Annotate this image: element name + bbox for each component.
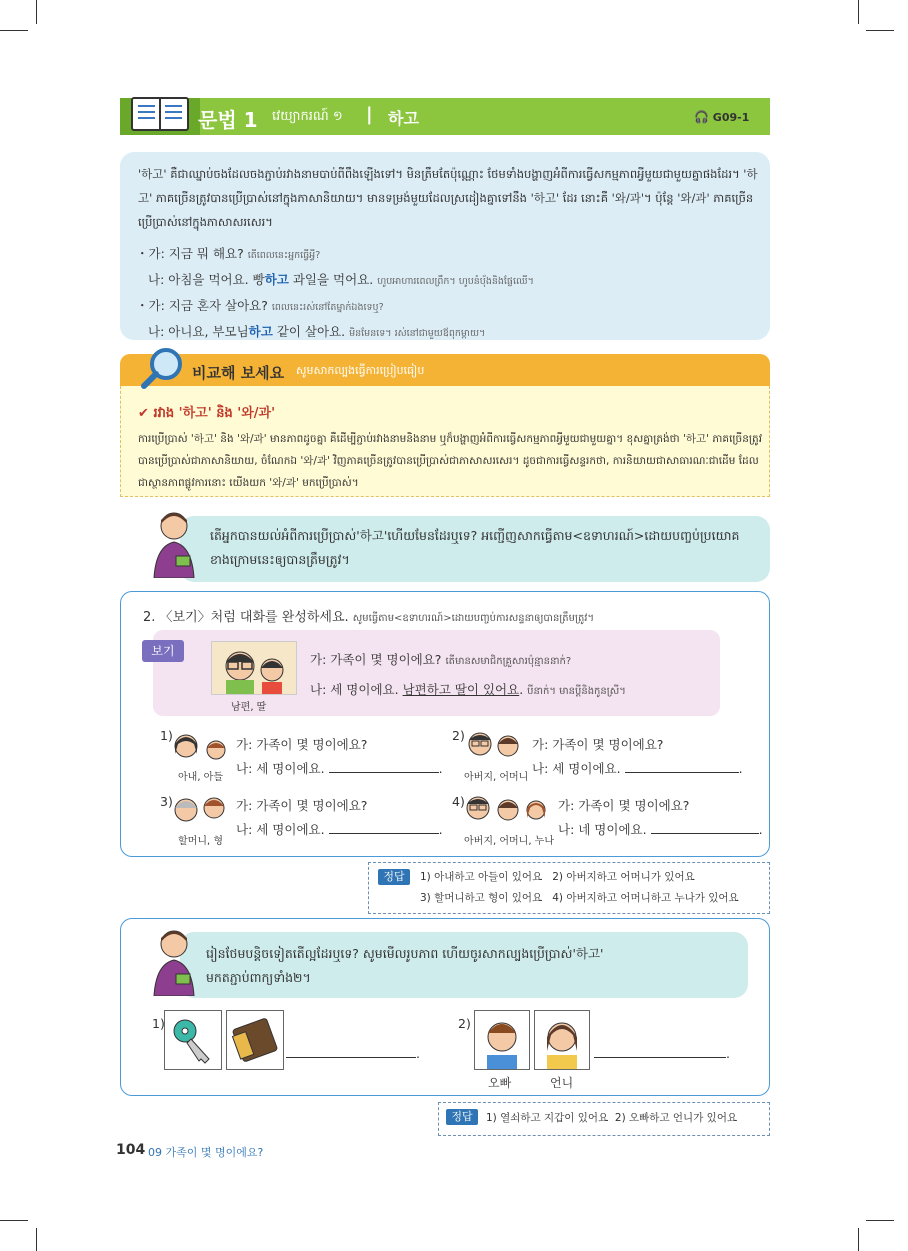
- item-answer: .: [286, 1042, 420, 1066]
- answer-key-tag: 정답: [378, 869, 410, 885]
- example-list: [136, 242, 766, 346]
- crop-mark: [0, 30, 28, 31]
- item-number: 3): [160, 794, 173, 809]
- example-tag: 보기: [142, 640, 184, 662]
- older-sister-image: [534, 1010, 590, 1070]
- husband-daughter-image: [211, 641, 297, 695]
- exercise-question: 2. 〈보기〉처럼 대화를 완성하세요. សូមធ្វើតាម<ឧទាហរណ៍>ដោយបញ្ចប់ការសន្ទនាឲ្យបានត្រឹមត្រូវ។: [143, 610, 595, 625]
- crop-mark: [36, 1228, 37, 1251]
- image-caption: 오빠: [488, 1076, 512, 1090]
- item-answer: .: [594, 1042, 730, 1066]
- grammar-keyword: 하고: [388, 109, 419, 128]
- item-number: 2): [452, 728, 465, 743]
- item-caption: 할머니, 형: [178, 836, 223, 847]
- grammar-explanation: '하고' គឺជាឈ្នាប់ចងដែលចងភ្ជាប់រវាងនាមបាប់ពីពឹងឡើងទៅ។ មិនត្រឹមតែប៉ុណ្ណោះ ថែមទាំងបង្ហាញអំពីការធ្វើសកម្មភាពអ្វីមួយជាមួយគ្នាផងដែរ។ '하고' ភាគច្រើនត្រូវបានប្រើប្រាស់នៅក្នុងភាសានិយាយ។ មានទម្រង់មួយដែលស្រដៀងគ្នាទៅនឹង '하고' ដែរ នោះគឺ '와/과'។ ប៉ុន្តែ '와/과' ភាគច្រើនប្រើប្រាស់នៅក្នុងភាសាសរសេរ។: [138, 167, 758, 229]
- item-answer: 나: 세 명이에요. .: [236, 761, 443, 776]
- key-image: [164, 1010, 222, 1070]
- grammar-title: 문법 1: [198, 108, 258, 132]
- answer-blank[interactable]: [651, 833, 759, 834]
- answer-key-tag: 정답: [446, 1109, 478, 1125]
- teacher-instruction: តើអ្នកបានយល់អំពីការប្រើប្រាស់'하고'ហើយមែនដែរឬទេ? អញ្ជើញសាកធ្វើតាម<ឧទាហរណ៍>ដោយបញ្ចប់ប្រយោគខាងក្រោមនេះឲ្យបានត្រឹមត្រូវ។: [210, 528, 740, 567]
- crop-mark: [0, 1220, 28, 1221]
- crop-mark: [858, 1228, 859, 1251]
- answer-blank[interactable]: [329, 772, 439, 773]
- item-question: 가: 가족이 몇 명이에요?: [558, 798, 690, 813]
- compare-subtitle: សូមសាកល្បងធ្វើការប្រៀបធៀប: [296, 364, 425, 377]
- item-question: 가: 가족이 몇 명이에요?: [236, 798, 368, 813]
- crop-mark: [858, 0, 859, 24]
- answer-key-line: 1) 아내하고 아들이 있어요 2) 아버지하고 어머니가 있어요: [420, 871, 695, 883]
- example-question: ・가: 지금 혼자 살아요? ពេលនេះរស់នៅតែម្នាក់ឯងទេឬ?: [136, 298, 384, 313]
- teacher-icon: [148, 508, 200, 578]
- item-answer: 나: 세 명이에요. .: [532, 761, 743, 776]
- father-mother-image: [464, 728, 524, 764]
- item-answer: 나: 네 명이에요. .: [558, 822, 763, 837]
- magnifier-icon: [140, 346, 184, 390]
- answer-key-line: 1) 열쇠하고 지갑이 있어요 2) 오빠하고 언니가 있어요: [486, 1112, 738, 1124]
- image-caption: 언니: [550, 1076, 574, 1090]
- example-question: ・가: 지금 뭐 해요? តើពេលនេះអ្នកធ្វើអ្វី?: [136, 246, 321, 261]
- wife-son-image: [170, 730, 230, 766]
- item-answer: 나: 세 명이에요. .: [236, 822, 443, 837]
- teacher-instruction: រៀនថែមបន្តិចទៀតតើល្អដែរឬទេ? សូមមើលរូបភាព ហើយចូរសាកល្បងប្រើប្រាស់'하고' មកតភ្ជាប់ពាក្យទាំង២។: [206, 946, 604, 985]
- item-caption: 아버지, 어머니, 누나: [464, 836, 554, 847]
- page-number: 104: [116, 1142, 146, 1158]
- chapter-title: 09 가족이 몇 명이에요?: [148, 1146, 264, 1159]
- older-brother-image: [474, 1010, 530, 1070]
- example-answer: 나: 세 명이에요. 남편하고 딸이 있어요. បីនាក់។ មានប្ដីនិងកូនស្រី។: [310, 682, 626, 697]
- item-number: 2): [458, 1016, 471, 1031]
- answer-blank[interactable]: [329, 833, 439, 834]
- item-caption: 아내, 아들: [178, 772, 223, 783]
- crop-mark: [866, 30, 894, 31]
- book-icon: [130, 94, 190, 134]
- compare-body: ការប្រើប្រាស់ '하고' និង '와/과' មានភាពដូចគ្នា គឺដើម្បីភ្ជាប់រវាងនាមនិងនាម ឬក៏បង្ហាញអំពីការធ្វើសកម្មភាពអ្វីមួយជាមួយគ្នា។ ខុសគ្នាត្រង់ថា '하고' ភាគច្រើនត្រូវបានប្រើប្រាស់ជាភាសានិយាយ, ចំណែកឯ '와/과' វិញភាគច្រើនត្រូវបានប្រើប្រាស់ជាភាសាសរសេរ។ ដូចជាការធ្វើសន្ទរកថា, ការនិយាយជាសាធារណៈជាដើម ដែលជាស្ថានភាពផ្លូវការនោះ យើងយក '와/과' មកប្រើប្រាស់។: [138, 433, 762, 489]
- example-answer: 나: 아니요, 부모님하고 같이 살아요. មិនមែនទេ។ រស់នៅជាមួយឪពុកម្ដាយ។: [148, 324, 486, 339]
- crop-mark: [866, 1220, 894, 1221]
- answer-blank[interactable]: [286, 1057, 416, 1058]
- audio-track[interactable]: [694, 110, 749, 124]
- headphones-icon: 🎧: [694, 110, 709, 124]
- item-question: 가: 가족이 몇 명이에요?: [532, 737, 664, 752]
- answer-blank[interactable]: [625, 772, 739, 773]
- item-number: 1): [160, 728, 173, 743]
- header-separator: |: [366, 104, 373, 125]
- grammar-subtitle: វេយ្យាករណ៍ ១: [272, 109, 343, 124]
- compare-heading: ✔ រវាង '하고' និង '와/과': [138, 406, 276, 421]
- example-answer: 나: 아침을 먹어요. 빵하고 과일을 먹어요. ហូបអាហារពេលព្រឹក។ ហូបនំប៉័ងនិងផ្លែឈើ។: [148, 272, 534, 287]
- item-caption: 아버지, 어머니: [464, 772, 529, 783]
- example-caption: 남편, 딸: [231, 702, 267, 713]
- item-number: 1): [152, 1016, 165, 1031]
- item-question: 가: 가족이 몇 명이에요?: [236, 737, 368, 752]
- answer-blank[interactable]: [594, 1057, 726, 1058]
- teacher-icon: [148, 926, 200, 996]
- example-question: 가: 가족이 몇 명이에요? តើមានសមាជិកគ្រួសារប៉ុន្មាននាក់?: [310, 652, 572, 667]
- item-number: 4): [452, 794, 465, 809]
- father-mother-sister-image: [464, 792, 554, 828]
- crop-mark: [36, 0, 37, 24]
- wallet-image: [226, 1010, 284, 1070]
- audio-code: G09-1: [712, 111, 750, 124]
- compare-title: 비교해 보세요: [192, 364, 285, 382]
- check-icon: ✔: [138, 406, 149, 421]
- answer-key-line: 3) 할머니하고 형이 있어요 4) 아버지하고 어머니하고 누나가 있어요: [420, 892, 739, 904]
- grandmother-brother-image: [170, 792, 230, 828]
